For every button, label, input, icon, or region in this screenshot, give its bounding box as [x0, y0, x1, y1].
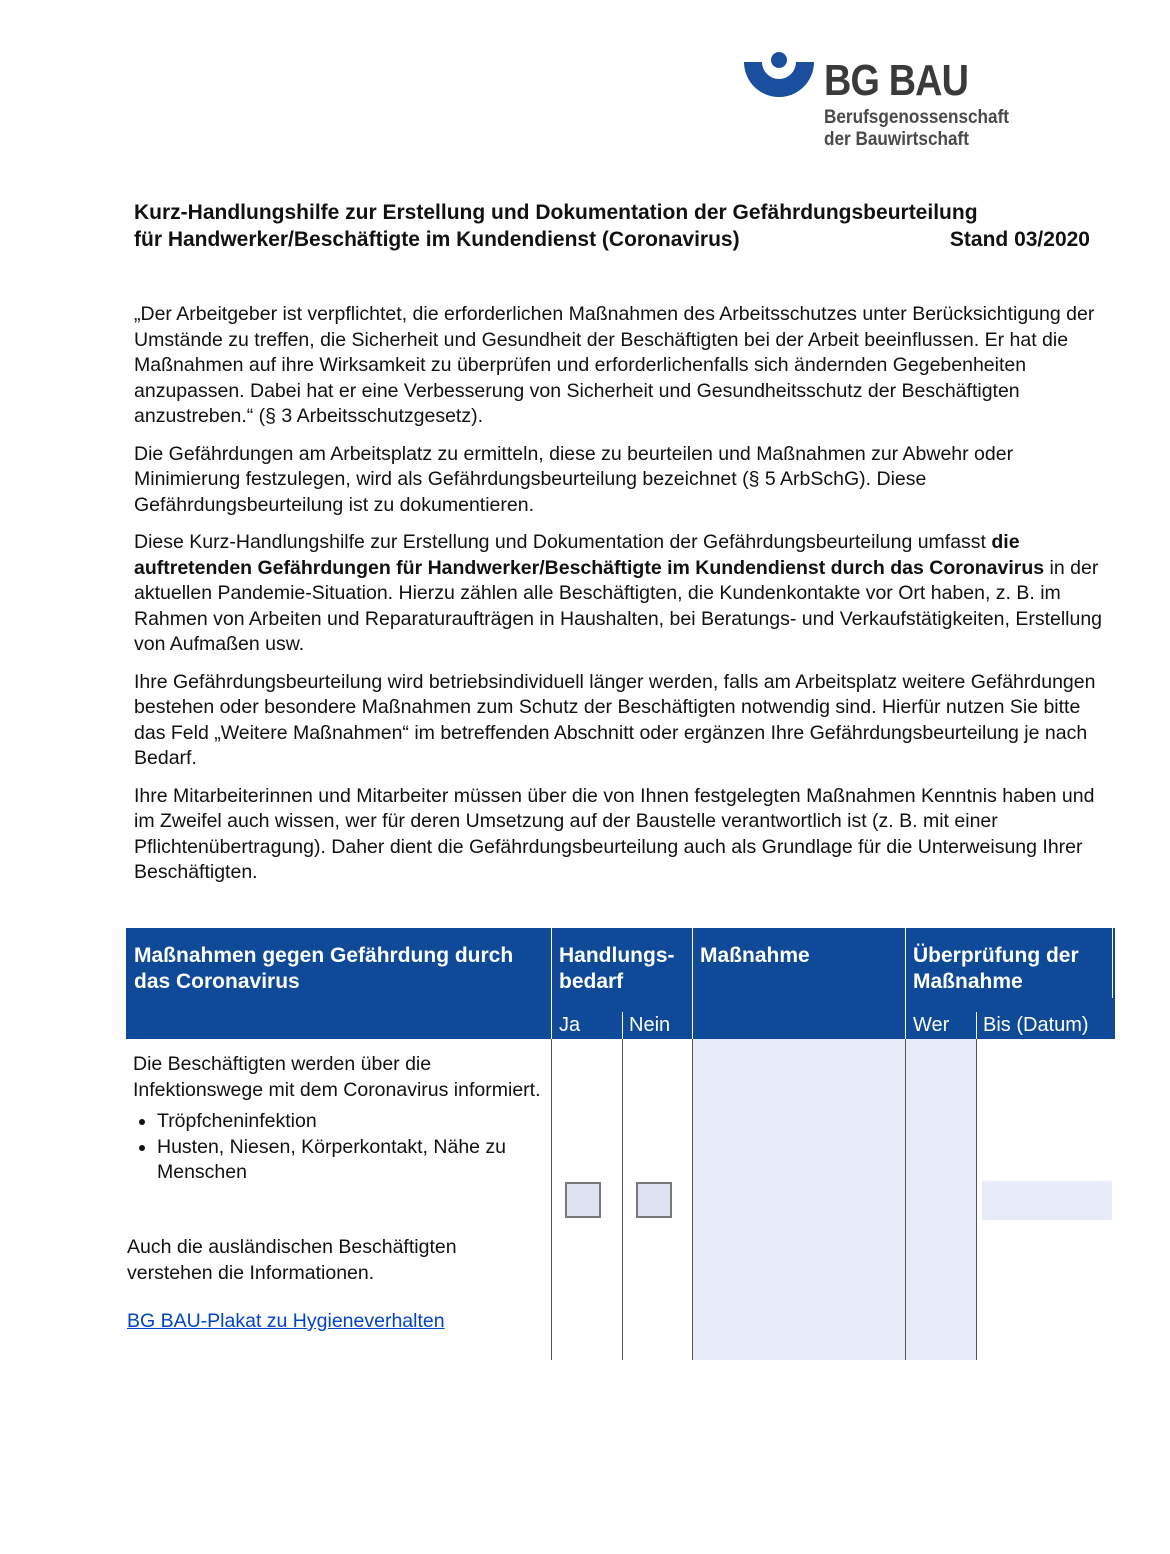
header-divider	[551, 928, 552, 1039]
column-divider	[551, 1039, 552, 1360]
column-divider	[692, 1039, 693, 1360]
measures-table	[126, 928, 1115, 1360]
paragraph-instruction: Ihre Mitarbeiterinnen und Mitarbeiter müssen über die von Ihnen festgelegten Maßnahmen Kenntnis haben und im Zweifel auch wissen, wer für deren Umsetzung auf der Baustelle verantwortlich ist (z. B. mit einer Pflichtenübertragung). Daher dient die Gefährdungsbeurteilung auch als Grundlage für die Unterweisung Ihrer Beschäftigten.	[134, 784, 1095, 883]
document-title	[134, 199, 1094, 253]
subheader-bis: Bis (Datum)	[983, 1014, 1089, 1036]
wer-input-field[interactable]	[906, 1039, 976, 1360]
scope-text-end: in der aktuellen Pandemie-Situation. Hierzu zählen alle Beschäftigten, die Kundenkontakte vor Ort haben, z. B. im Rahmen von Arbeiten und Reparaturaufträgen in Haushalten, bei Beratungs- und Verkaufstätigkeiten, Erstellung von Aufmaßen usw.	[134, 556, 1103, 655]
ja-checkbox[interactable]	[565, 1182, 601, 1218]
column-divider	[905, 1039, 906, 1360]
header-divider	[905, 928, 906, 1039]
logo-subtitle-line2: der Bauwirtschaft	[824, 128, 969, 150]
title-line-2: für Handwerker/Beschäftigte im Kundendienst (Coronavirus)	[134, 228, 740, 251]
subheader-nein: Nein	[629, 1014, 671, 1036]
paragraph-scope	[134, 530, 1114, 658]
logo-title: BG BAU	[824, 56, 969, 105]
title-line-1: Kurz-Handlungshilfe zur Erstellung und Dokumentation der Gefährdungsbeurteilung	[134, 201, 978, 224]
header-divider	[622, 1012, 623, 1039]
bis-datum-input-field[interactable]	[982, 1181, 1112, 1220]
subheader-ja: Ja	[559, 1014, 581, 1036]
bg-bau-logo	[742, 52, 1042, 152]
hygiene-poster-link[interactable]: BG BAU-Plakat zu Hygieneverhalten	[127, 1310, 445, 1332]
logo-subtitle-line1: Berufsgenossenschaft	[824, 106, 1010, 128]
logo-subtitle	[824, 106, 1009, 150]
header-measures: Maßnahmen gegen Gefährdung durch das Coronavirus	[134, 944, 514, 993]
list-item: • Husten, Niesen, Körperkontakt, Nähe zu Menschen	[157, 1135, 543, 1186]
list-item: • Tröpfcheninfektion	[157, 1109, 543, 1135]
paragraph-quote: „Der Arbeitgeber ist verpflichtet, die erforderlichen Maßnahmen des Arbeitsschutzes unter Berücksichtigung der Umstände zu treffen, die Sicherheit und Gesundheit der Beschäftigten bei der Arbeit beeinflussen. Er hat die Maßnahmen auf ihre Wirksamkeit zu überprüfen und erforderlichenfalls sich ändernden Gegebenheiten anzupassen. Dabei hat er eine Verbesserung von Sicherheit und Gesundheitsschutz der Beschäftigten anzustreben.“ (§ 3 Arbeitsschutzgesetz).	[134, 303, 1095, 427]
header-handlungsbedarf: Handlungs-bedarf	[559, 944, 675, 993]
row-note: Auch die ausländischen Beschäftigten verstehen die Informationen.	[127, 1236, 457, 1284]
paragraph-definition: Die Gefährdungen am Arbeitsplatz zu ermitteln, diese zu beurteilen und Maßnahmen zur Abwehr oder Minimierung festzulegen, wird als Gefährdungsbeurteilung bezeichnet (§ 5 ArbSchG). Diese Gefährdungsbeurteilung ist zu dokumentieren.	[134, 442, 1014, 516]
stand-date: Stand 03/2020	[949, 228, 1090, 251]
header-massnahme: Maßnahme	[700, 944, 810, 967]
header-ueberpruefung: Überprüfung der Maßnahme	[913, 944, 1079, 993]
infection-routes-list	[133, 1109, 543, 1186]
row-intro-text: Die Beschäftigten werden über die Infektionswege mit dem Coronavirus informiert.	[133, 1053, 541, 1101]
column-divider	[622, 1039, 623, 1360]
nein-checkbox[interactable]	[636, 1182, 672, 1218]
scope-text-start: Diese Kurz-Handlungshilfe zur Erstellung und Dokumentation der Gefährdungsbeurteilung umfasst	[134, 531, 992, 553]
bg-bau-emblem-icon	[742, 52, 816, 104]
paragraph-individual: Ihre Gefährdungsbeurteilung wird betriebsindividuell länger werden, falls am Arbeitsplatz weitere Gefährdungen bestehen oder besondere Maßnahmen zum Schutz der Beschäftigten notwendig sind. Hierfür nutzen Sie bitte das Feld „Weitere Maßnahmen“ im betreffenden Abschnitt oder ergänzen Ihre Gefährdungsbeurteilung je nach Bedarf.	[134, 670, 1096, 769]
header-divider	[976, 1012, 977, 1039]
massnahme-input-field[interactable]	[693, 1039, 905, 1360]
intro-text	[134, 302, 1114, 898]
subheader-wer: Wer	[913, 1014, 950, 1036]
scope-text-bold: die auftretenden Gefährdungen für Handwerker/Beschäftigte im Kundendienst durch das Coronavirus	[134, 531, 1045, 579]
column-divider	[976, 1039, 977, 1360]
row-infection-info	[133, 1052, 543, 1192]
